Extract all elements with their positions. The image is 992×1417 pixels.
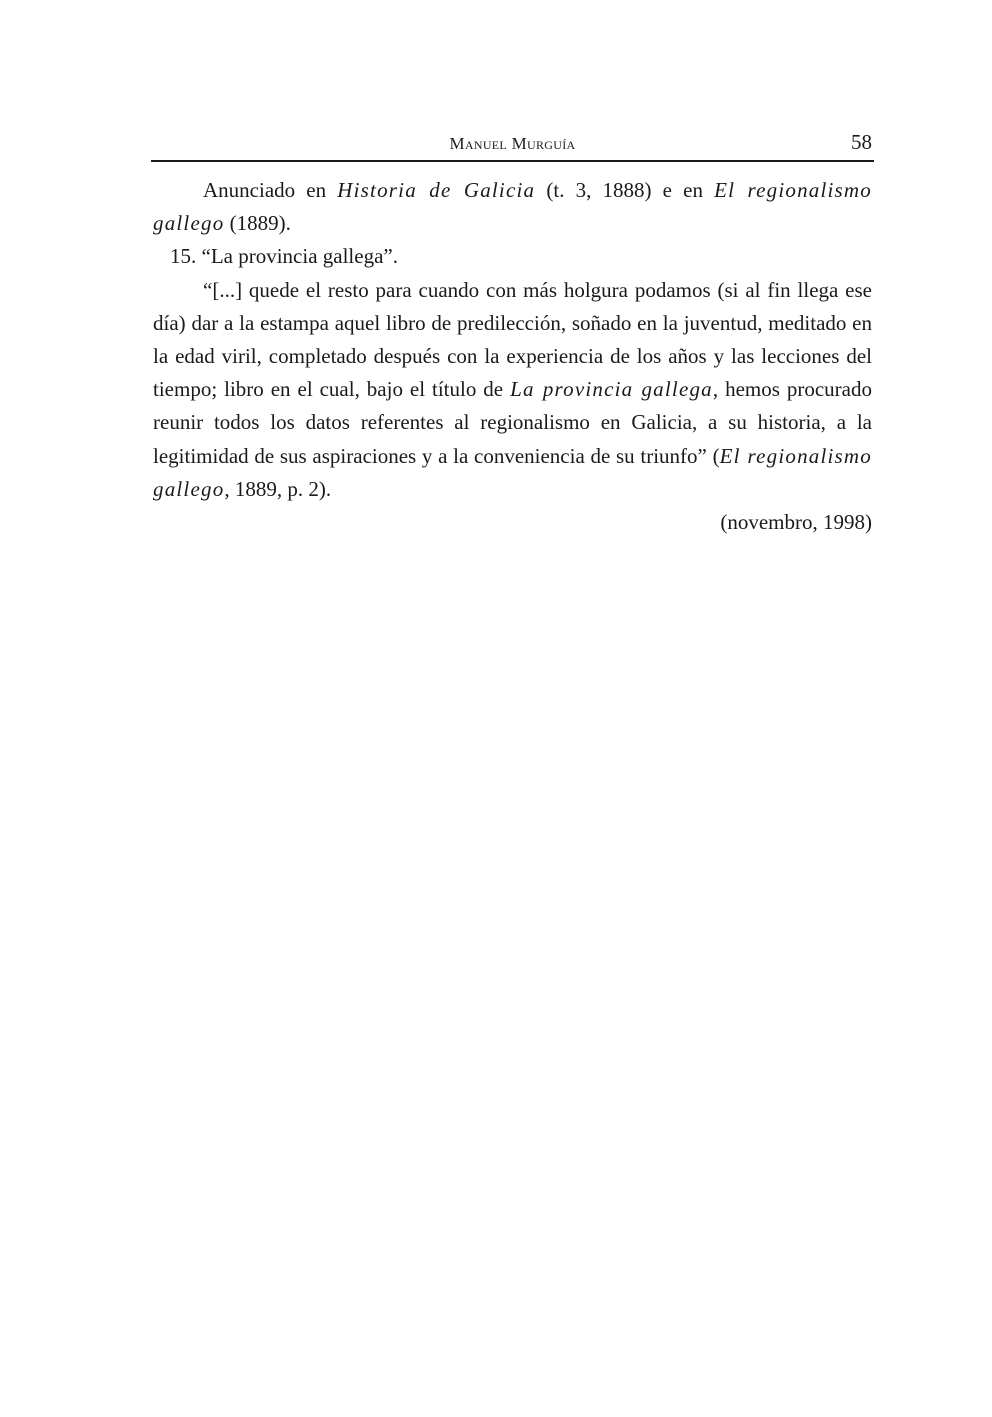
note-item-15: 15. “La provincia gallega”.: [170, 244, 398, 269]
paragraph-quotation: [153, 274, 872, 506]
text-run: Anunciado en: [203, 178, 338, 202]
paragraph-announcement: [153, 174, 872, 240]
title-el-regionalismo-gallego: El regionalismo gallego: [153, 443, 872, 501]
title-el-regionalismo-gallego: El regionalismo gallego: [153, 178, 872, 236]
text-run: , hemos procurado reunir todos los datos referentes al regionalismo en Galicia, a su historia, a la legitimidad de sus aspiraciones y a la conveniencia de su triunfo” (: [153, 377, 872, 468]
date-line: (novembro, 1998): [720, 510, 872, 535]
text-run: “[...] quede el resto para cuando con más holgura podamos (si al fin llega ese día) dar a la estampa aquel libro de predilección, soñado en la juventud, meditado en la edad viril, completado después con la experiencia de los años y las lecciones del tiempo; libro en el cual, bajo el título de: [153, 277, 872, 402]
running-head: Manuel Murguía: [449, 134, 576, 153]
page-header: [151, 128, 874, 162]
text-run: (t. 3, 1888) e en: [535, 178, 715, 202]
text-run: , 1889, p. 2).: [224, 476, 332, 501]
header-rule: [151, 160, 874, 162]
body-text: [153, 174, 872, 539]
page-number: 58: [851, 130, 872, 154]
title-historia-de-galicia: Historia de Galicia: [337, 178, 536, 202]
text-run: (1889).: [224, 211, 291, 236]
title-la-provincia-gallega: La provincia gallega: [510, 377, 713, 402]
